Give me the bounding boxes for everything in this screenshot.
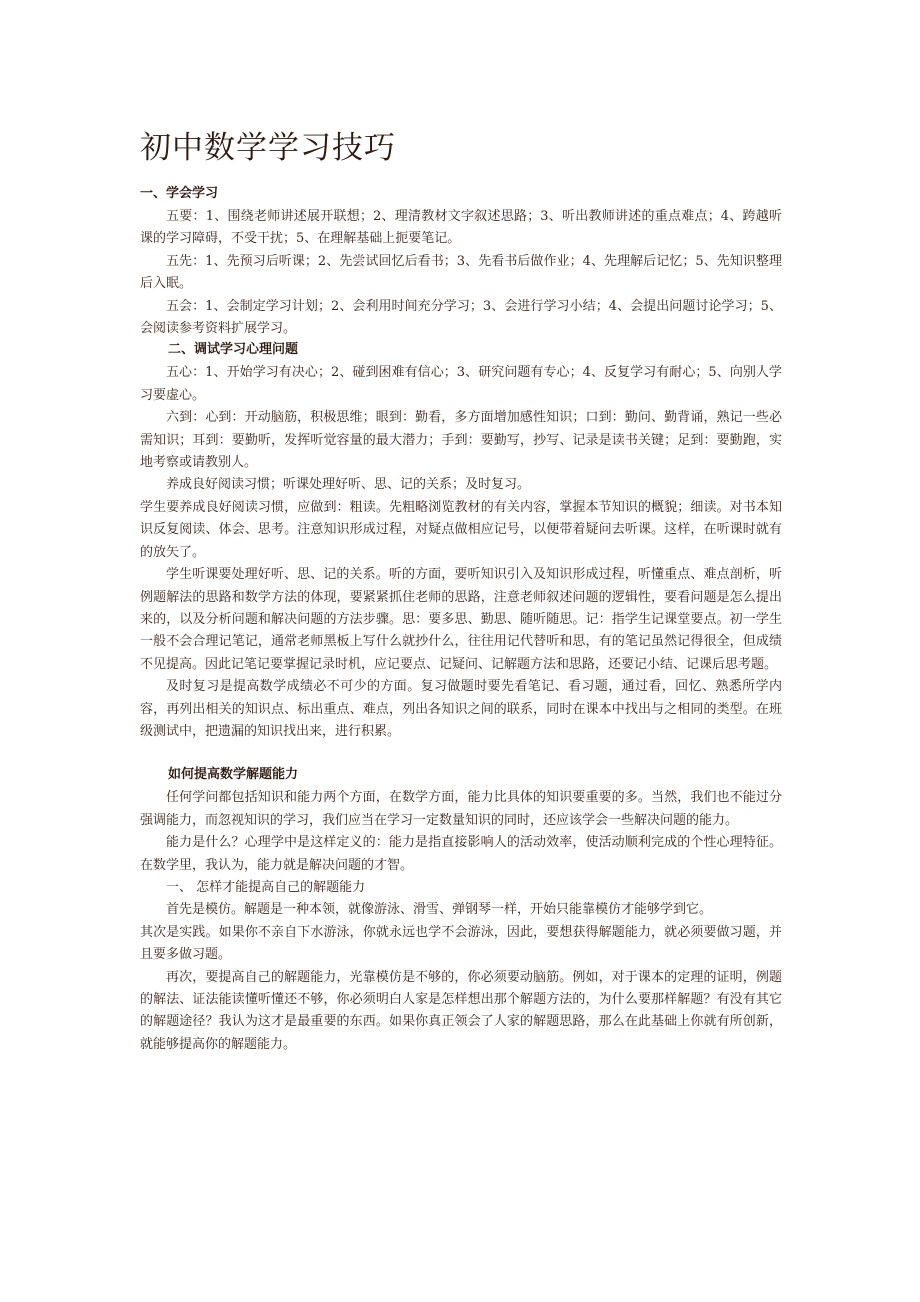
page-title: 初中数学学习技巧	[140, 130, 396, 166]
paragraph-reading: 学生要养成良好阅读习惯，应做到：粗读。先粗略浏览教材的有关内容，掌握本节知识的概貌；细读。对书本知识反复阅读、体会、思考。注意知识形成过程，对疑点做相应记号，以便带着疑问去听课。这样，在听课时就有的放矢了。	[140, 499, 782, 560]
section-heading-psychology: 二、调试学习心理问题	[168, 342, 299, 358]
paragraph-ability-definition: 能力是什么？心理学中是这样定义的：能力是指直接影响人的活动效率，使活动顺利完成的个性心理特征。在数学里，我认为，能力就是解决问题的才智。	[140, 835, 782, 873]
section-gap	[140, 743, 782, 765]
paragraph-thinking: 再次，要提高自己的解题能力，光靠模仿是不够的，你必须要动脑筋。例如，对于课本的定理的证明，例题的解法、证法能读懂听懂还不够，你必须明白人家是怎样想出那个解题方法的，为什么要那样解题？有没有其它的解题途径？我认为这才是最重要的东西。如果你真正领会了人家的解题思路，那么在此基础上你就有所创新，就能够提高你的解题能力。	[140, 969, 782, 1052]
subheading-improve-ability: 一、 怎样才能提高自己的解题能力	[166, 879, 366, 895]
paragraph-liudao: 六到：心到：开动脑筋，积极思维；眼到：勤看，多方面增加感性知识；口到：勤问、勤背诵，熟记一些必需知识；耳到：要勤听，发挥听觉容量的最大潜力；手到：要勤写，抄写、记录是读书关键；足到：要勤跑，实地考察或请教别人。	[140, 410, 782, 471]
paragraph-habits: 养成良好阅读习惯；听课处理好听、思、记的关系；及时复习。	[166, 477, 531, 493]
section-heading-ability: 如何提高数学解题能力	[168, 767, 299, 783]
paragraph-review: 及时复习是提高数学成绩必不可少的方面。复习做题时要先看笔记、看习题，通过看，回忆、熟悉所学内容，再列出相关的知识点、标出重点、难点，列出各知识之间的联系，同时在课本中找出与之相同的类型。在班级测试中，把遗漏的知识找出来，进行积累。	[140, 679, 782, 739]
paragraph-listening: 学生听课要处理好听、思、记的关系。听的方面，要听知识引入及知识形成过程，听懂重点、难点剖析，听例题解法的思路和数学方法的体现，要紧紧抓住老师的思路，注意老师叙述问题的逻辑性，要看问题是怎么提出来的，以及分析问题和解决问题的方法步骤。思：要多思、勤思、随听随思。记：指学生记课堂要点。初一学生一般不会合理记笔记，通常老师黑板上写什么就抄什么，往往用记代替听和思，有的笔记虽然记得很全，但成绩不见提高。因此记笔记要掌握记录时机，应记要点、记疑问、记解题方法和思路，还要记小结、记课后思考题。	[140, 567, 782, 672]
section-heading-learn: 一、学会学习	[140, 186, 219, 201]
paragraph-wuhui: 五会：1、会制定学习计划；2、会利用时间充分学习；3、会进行学习小结；4、会提出问题讨论学习；5、会阅读参考资料扩展学习。	[140, 298, 782, 337]
paragraph-wuxin: 五心：1、开始学习有决心；2、碰到困难有信心；3、研究问题有专心；4、反复学习有耐心；5、向别人学习要虚心。	[140, 365, 782, 403]
paragraph-wuxian: 五先：1、先预习后听课；2、先尝试回忆后看书；3、先看书后做作业；4、先理解后记忆；5、先知识整理后入眠。	[140, 253, 782, 292]
paragraph-knowledge-ability: 任何学问都包括知识和能力两个方面，在数学方面，能力比具体的知识要重要的多。当然，我们也不能过分强调能力，而忽视知识的学习，我们应当在学习一定数量知识的同时，还应该学会一些解决问题的能力。	[140, 790, 782, 828]
document-page	[140, 128, 782, 1056]
paragraph-imitation: 首先是模仿。解题是一种本领，就像游泳、滑雪、弹钢琴一样，开始只能靠模仿才能够学到它。	[166, 902, 713, 918]
paragraph-wuyao: 五要：1、围绕老师讲述展开联想；2、理清教材文字叙述思路；3、听出教师讲述的重点难点；4、跨越听课的学习障碍，不受干扰；5、在理解基础上扼要笔记。	[140, 209, 782, 247]
paragraph-practice: 其次是实践。如果你不亲自下水游泳，你就永远也学不会游泳，因此，要想获得解题能力，就必须要做习题，并且要多做习题。	[140, 924, 782, 963]
